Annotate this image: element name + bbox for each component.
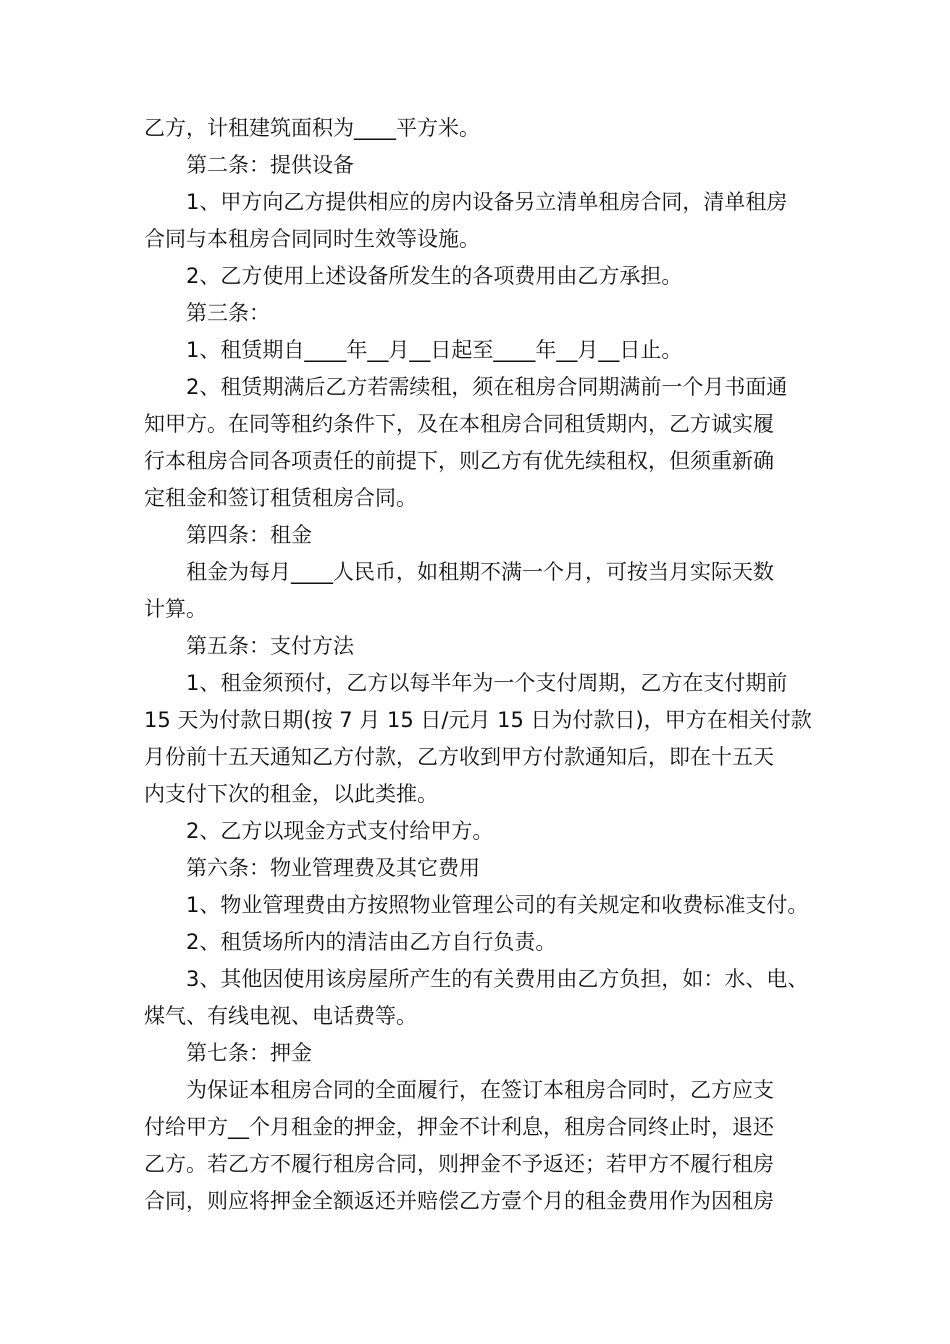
section-heading: 第二条：提供设备 bbox=[186, 153, 354, 177]
text-line: 知甲方。在同等租约条件下，及在本租房合同租赁期内，乙方诚实履 bbox=[144, 412, 774, 436]
text-line: 15 天为付款日期(按 7 月 15 日/元月 15 日为付款日)，甲方在相关付款 bbox=[144, 708, 812, 732]
text-line: 2、租赁期满后乙方若需续租，须在租房合同期满前一个月书面通 bbox=[186, 375, 788, 399]
text-line: 定租金和签订租赁租房合同。 bbox=[144, 486, 417, 510]
text-line: 行本租房合同各项责任的前提下，则乙方有优先续租权，但须重新确 bbox=[144, 449, 774, 473]
section-heading: 第五条：支付方法 bbox=[186, 634, 354, 658]
text-line: 1、甲方向乙方提供相应的房内设备另立清单租房合同，清单租房 bbox=[186, 190, 788, 214]
text-line: 1、租赁期自____年__月__日起至____年__月__日止。 bbox=[186, 338, 683, 362]
text-line: 3、其他因使用该房屋所产生的有关费用由乙方负担，如：水、电、 bbox=[186, 967, 809, 991]
text-line: 计算。 bbox=[144, 597, 207, 621]
text-line: 月份前十五天通知乙方付款，乙方收到甲方付款通知后，即在十五天 bbox=[144, 745, 774, 769]
section-heading: 第四条：租金 bbox=[186, 523, 312, 547]
text-line: 付给甲方__个月租金的押金，押金不计利息，租房合同终止时，退还 bbox=[144, 1115, 774, 1139]
section-heading: 第三条： bbox=[186, 301, 270, 325]
text-line: 合同与本租房合同同时生效等设施。 bbox=[144, 227, 480, 251]
document-body bbox=[144, 110, 824, 1220]
section-heading: 第六条：物业管理费及其它费用 bbox=[186, 856, 480, 880]
text-line: 内支付下次的租金，以此类推。 bbox=[144, 782, 438, 806]
text-line: 租金为每月____人民币，如租期不满一个月，可按当月实际天数 bbox=[186, 560, 774, 584]
text-line: 1、租金须预付，乙方以每半年为一个支付周期，乙方在支付期前 bbox=[186, 671, 788, 695]
text-line: 合同，则应将押金全额返还并赔偿乙方壹个月的租金费用作为因租房 bbox=[144, 1189, 774, 1213]
text-line: 2、租赁场所内的清洁由乙方自行负责。 bbox=[186, 930, 557, 954]
text-line: 1、物业管理费由方按照物业管理公司的有关规定和收费标准支付。 bbox=[186, 893, 809, 917]
text-line: 为保证本租房合同的全面履行，在签订本租房合同时，乙方应支 bbox=[186, 1078, 774, 1102]
section-heading: 第七条：押金 bbox=[186, 1041, 312, 1065]
text-line: 乙方，计租建筑面积为____平方米。 bbox=[144, 116, 480, 140]
text-line: 2、乙方以现金方式支付给甲方。 bbox=[186, 819, 494, 843]
text-line: 煤气、有线电视、电话费等。 bbox=[144, 1004, 417, 1028]
text-line: 乙方。若乙方不履行租房合同，则押金不予返还；若甲方不履行租房 bbox=[144, 1152, 774, 1176]
text-line: 2、乙方使用上述设备所发生的各项费用由乙方承担。 bbox=[186, 264, 683, 288]
